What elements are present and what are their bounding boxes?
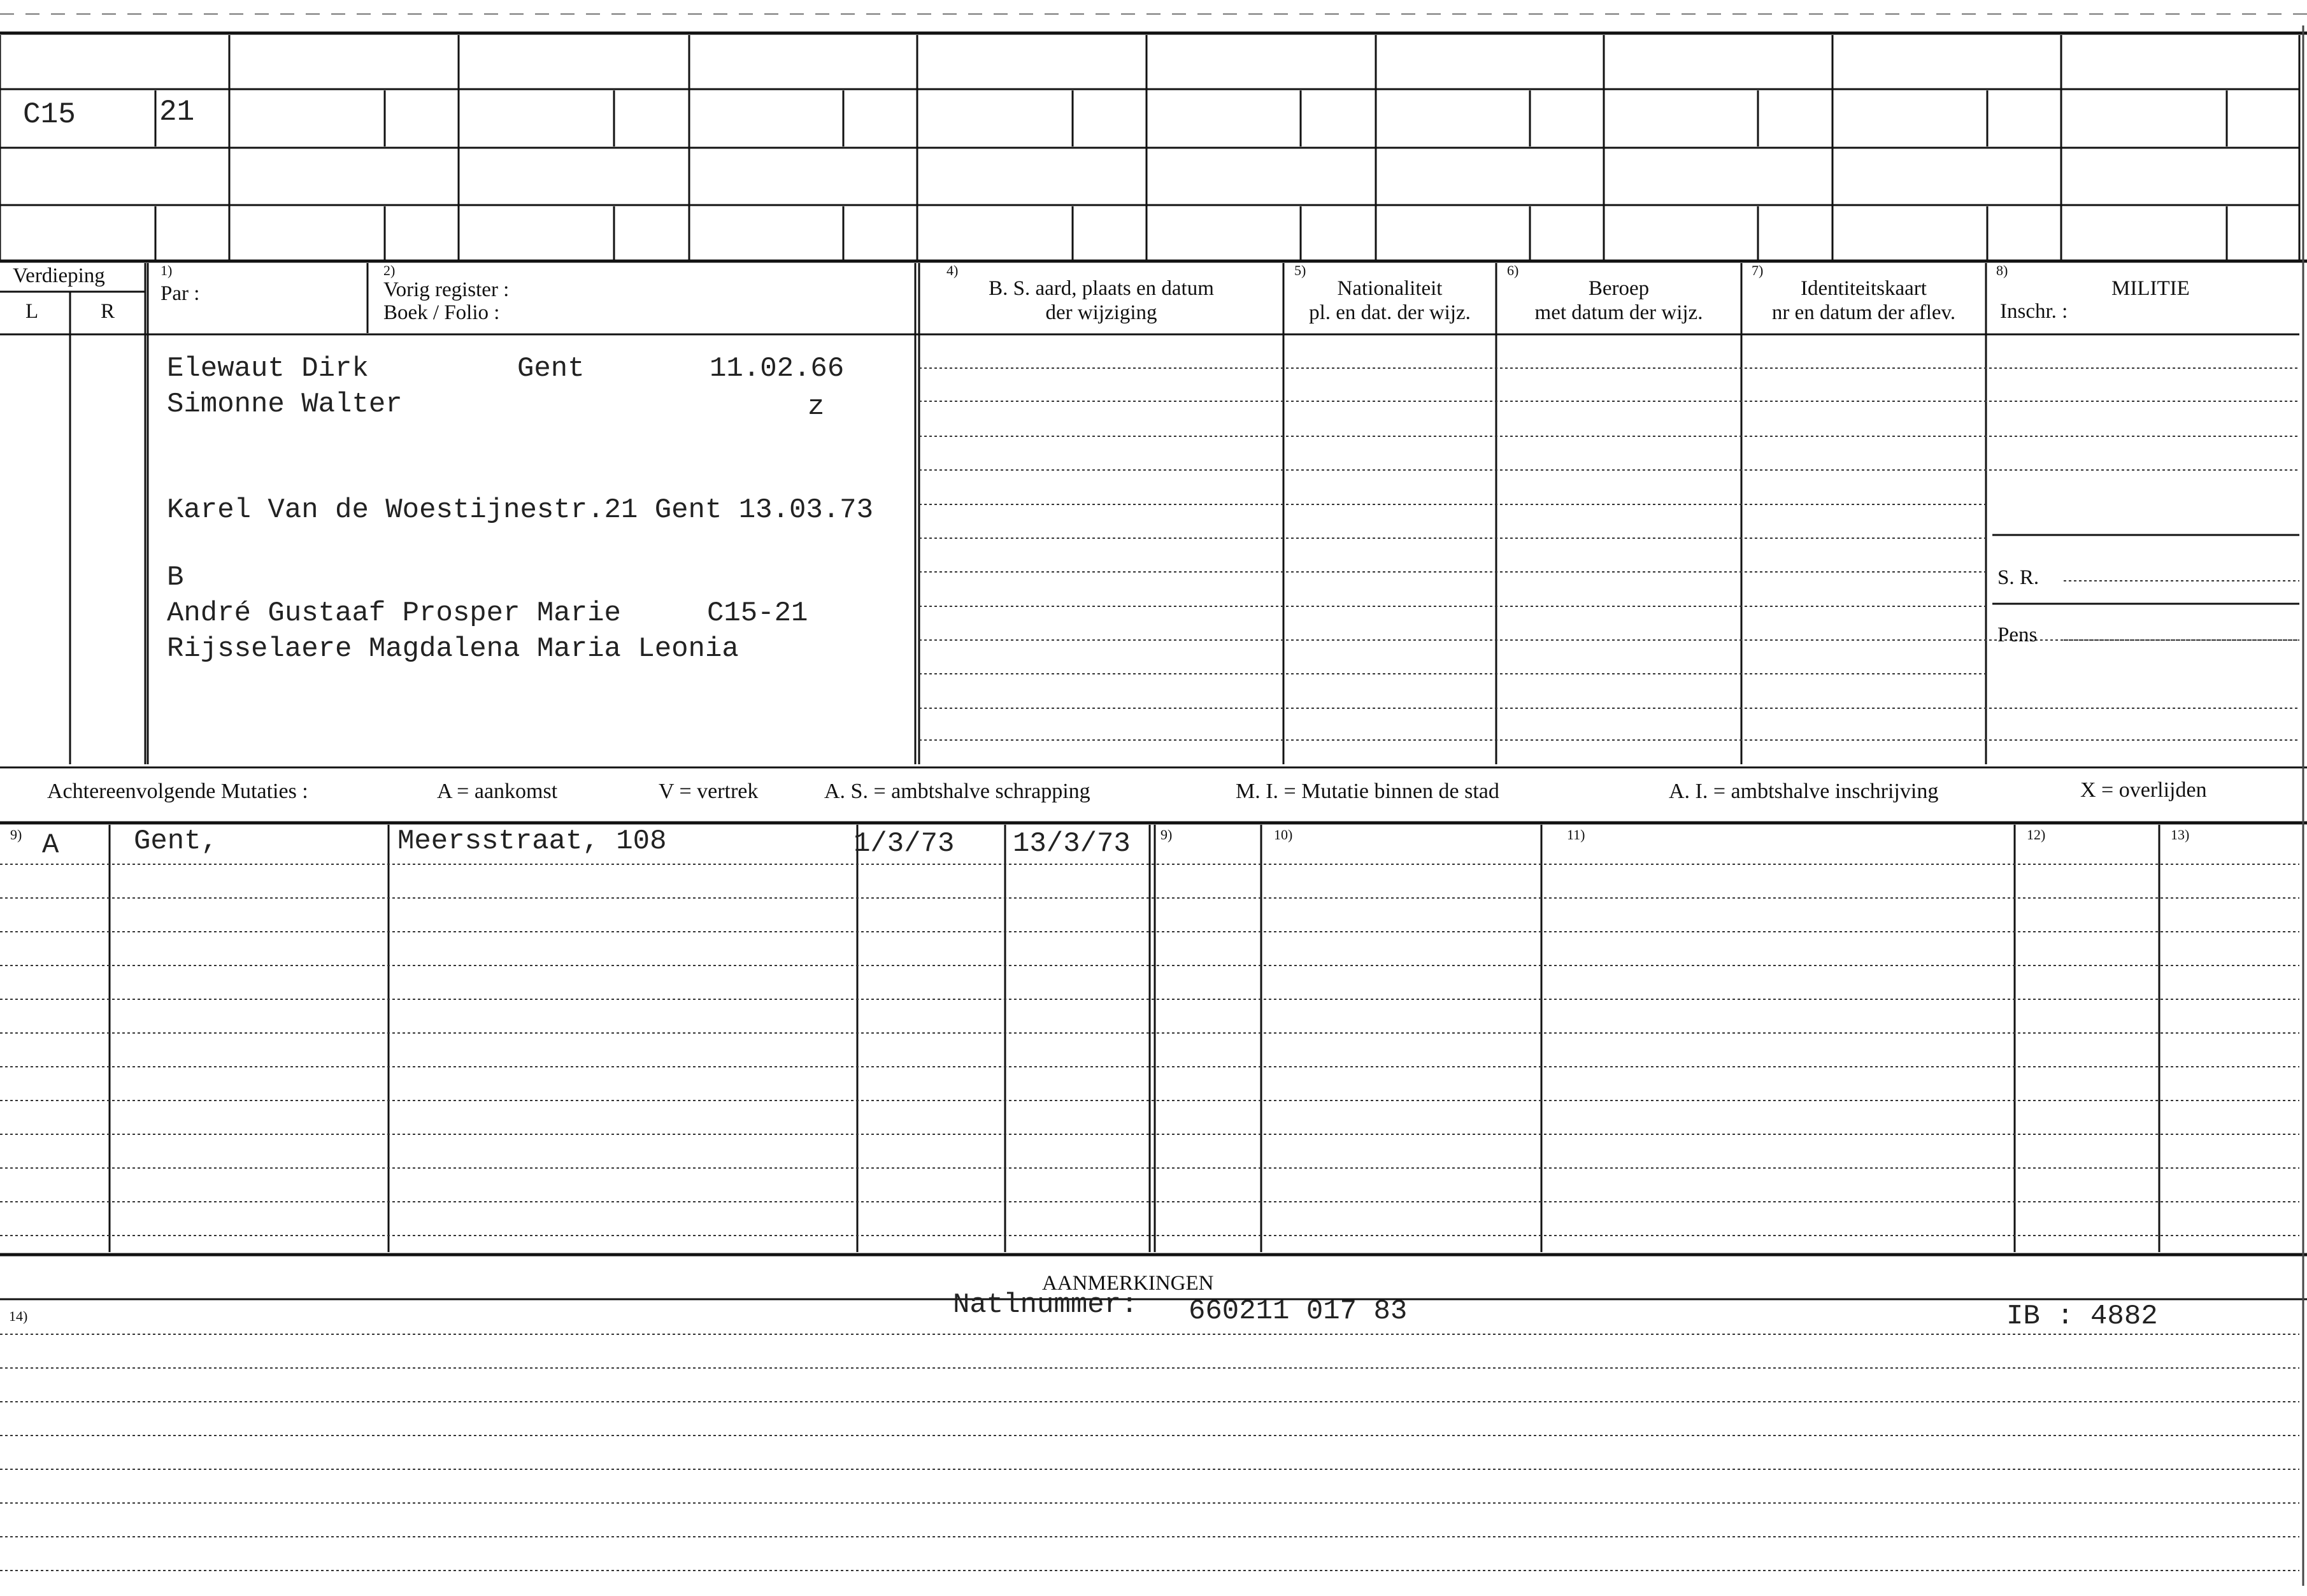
typed-letter: B xyxy=(167,562,184,594)
field-number-4: 4) xyxy=(946,262,959,278)
nationaliteit-header xyxy=(1283,276,1496,325)
typed-name: Elewaut Dirk xyxy=(167,353,369,385)
field-number-9b: 9) xyxy=(1161,827,1173,843)
inschr-label: Inschr. : xyxy=(2000,300,2068,323)
legend-city-mutation: M. I. = Mutatie binnen de stad xyxy=(1236,780,1499,803)
mutations-title: Achtereenvolgende Mutaties : xyxy=(47,780,308,803)
beroep-header xyxy=(1496,276,1741,325)
mutation-city: Gent, xyxy=(134,825,218,857)
legend-arrival: A = aankomst xyxy=(437,780,558,803)
legend-departure: V = vertrek xyxy=(659,780,759,803)
field-number-13: 13) xyxy=(2171,827,2190,843)
mutation-date1: 1/3/73 xyxy=(854,828,955,860)
typed-mark: z xyxy=(808,391,825,423)
national-number-value: 660211 017 83 xyxy=(1189,1295,1408,1327)
typed-partner: Simonne Walter xyxy=(167,388,403,420)
field-number-12: 12) xyxy=(2027,827,2046,843)
militie-header: MILITIE xyxy=(2111,277,2190,300)
field-number-8: 8) xyxy=(1996,262,2008,278)
mutation-date2: 13/3/73 xyxy=(1013,828,1131,860)
field-number-9a: 9) xyxy=(10,827,22,843)
verdieping-left-header: L xyxy=(25,300,39,323)
field-number-5: 5) xyxy=(1294,262,1306,278)
vorig-register-label: Vorig register : xyxy=(383,278,510,301)
national-number-label: Natlnummer: xyxy=(953,1289,1138,1321)
field-number-1: 1) xyxy=(161,262,173,278)
ib-number: IB : 4882 xyxy=(2006,1300,2158,1332)
typed-birthplace: Gent xyxy=(517,353,585,385)
nationaliteit-line2: pl. en dat. der wijz. xyxy=(1309,301,1471,324)
mutation-type: A xyxy=(42,829,59,861)
typed-birthdate: 11.02.66 xyxy=(710,353,845,385)
typed-father-ref: C15-21 xyxy=(707,597,808,629)
nationaliteit-line1: Nationaliteit xyxy=(1337,277,1443,300)
bs-aard-line1: B. S. aard, plaats en datum xyxy=(989,277,1214,300)
identiteitskaart-line2: nr en datum der aflev. xyxy=(1771,301,1956,324)
mutation-street: Meersstraat, 108 xyxy=(397,825,667,857)
legend-deceased: X = overlijden xyxy=(2080,778,2207,802)
legend-official-registration: A. I. = ambtshalve inschrijving xyxy=(1669,780,1939,803)
field-number-6: 6) xyxy=(1507,262,1519,278)
bs-aard-header xyxy=(919,276,1283,325)
beroep-line1: Beroep xyxy=(1588,277,1650,300)
beroep-line2: met datum der wijz. xyxy=(1534,301,1703,324)
field-number-2: 2) xyxy=(383,262,396,278)
par-label: Par : xyxy=(161,282,200,305)
register-code: C15 xyxy=(23,98,76,131)
legend-official-deletion: A. S. = ambtshalve schrapping xyxy=(824,780,1090,803)
remarks-title: AANMERKINGEN xyxy=(1042,1272,1214,1295)
typed-mother: Rijsselaere Magdalena Maria Leonia xyxy=(167,633,739,665)
verdieping-right-header: R xyxy=(101,300,115,323)
field-number-11: 11) xyxy=(1567,827,1585,843)
boek-folio-label: Boek / Folio : xyxy=(383,301,500,324)
sr-label: S. R. xyxy=(1997,566,2039,589)
typed-father: André Gustaaf Prosper Marie xyxy=(167,597,621,629)
field-number-14: 14) xyxy=(9,1308,28,1324)
identiteitskaart-header xyxy=(1741,276,1986,325)
register-number: 21 xyxy=(159,96,195,129)
identiteitskaart-line1: Identiteitskaart xyxy=(1801,277,1927,300)
verdieping-header: Verdieping xyxy=(13,264,105,287)
field-number-7: 7) xyxy=(1752,262,1764,278)
typed-address: Karel Van de Woestijnestr.21 Gent 13.03.73 xyxy=(167,494,873,526)
field-number-10: 10) xyxy=(1274,827,1293,843)
bs-aard-line2: der wijziging xyxy=(1045,301,1157,324)
pens-label: Pens xyxy=(1997,623,2038,646)
